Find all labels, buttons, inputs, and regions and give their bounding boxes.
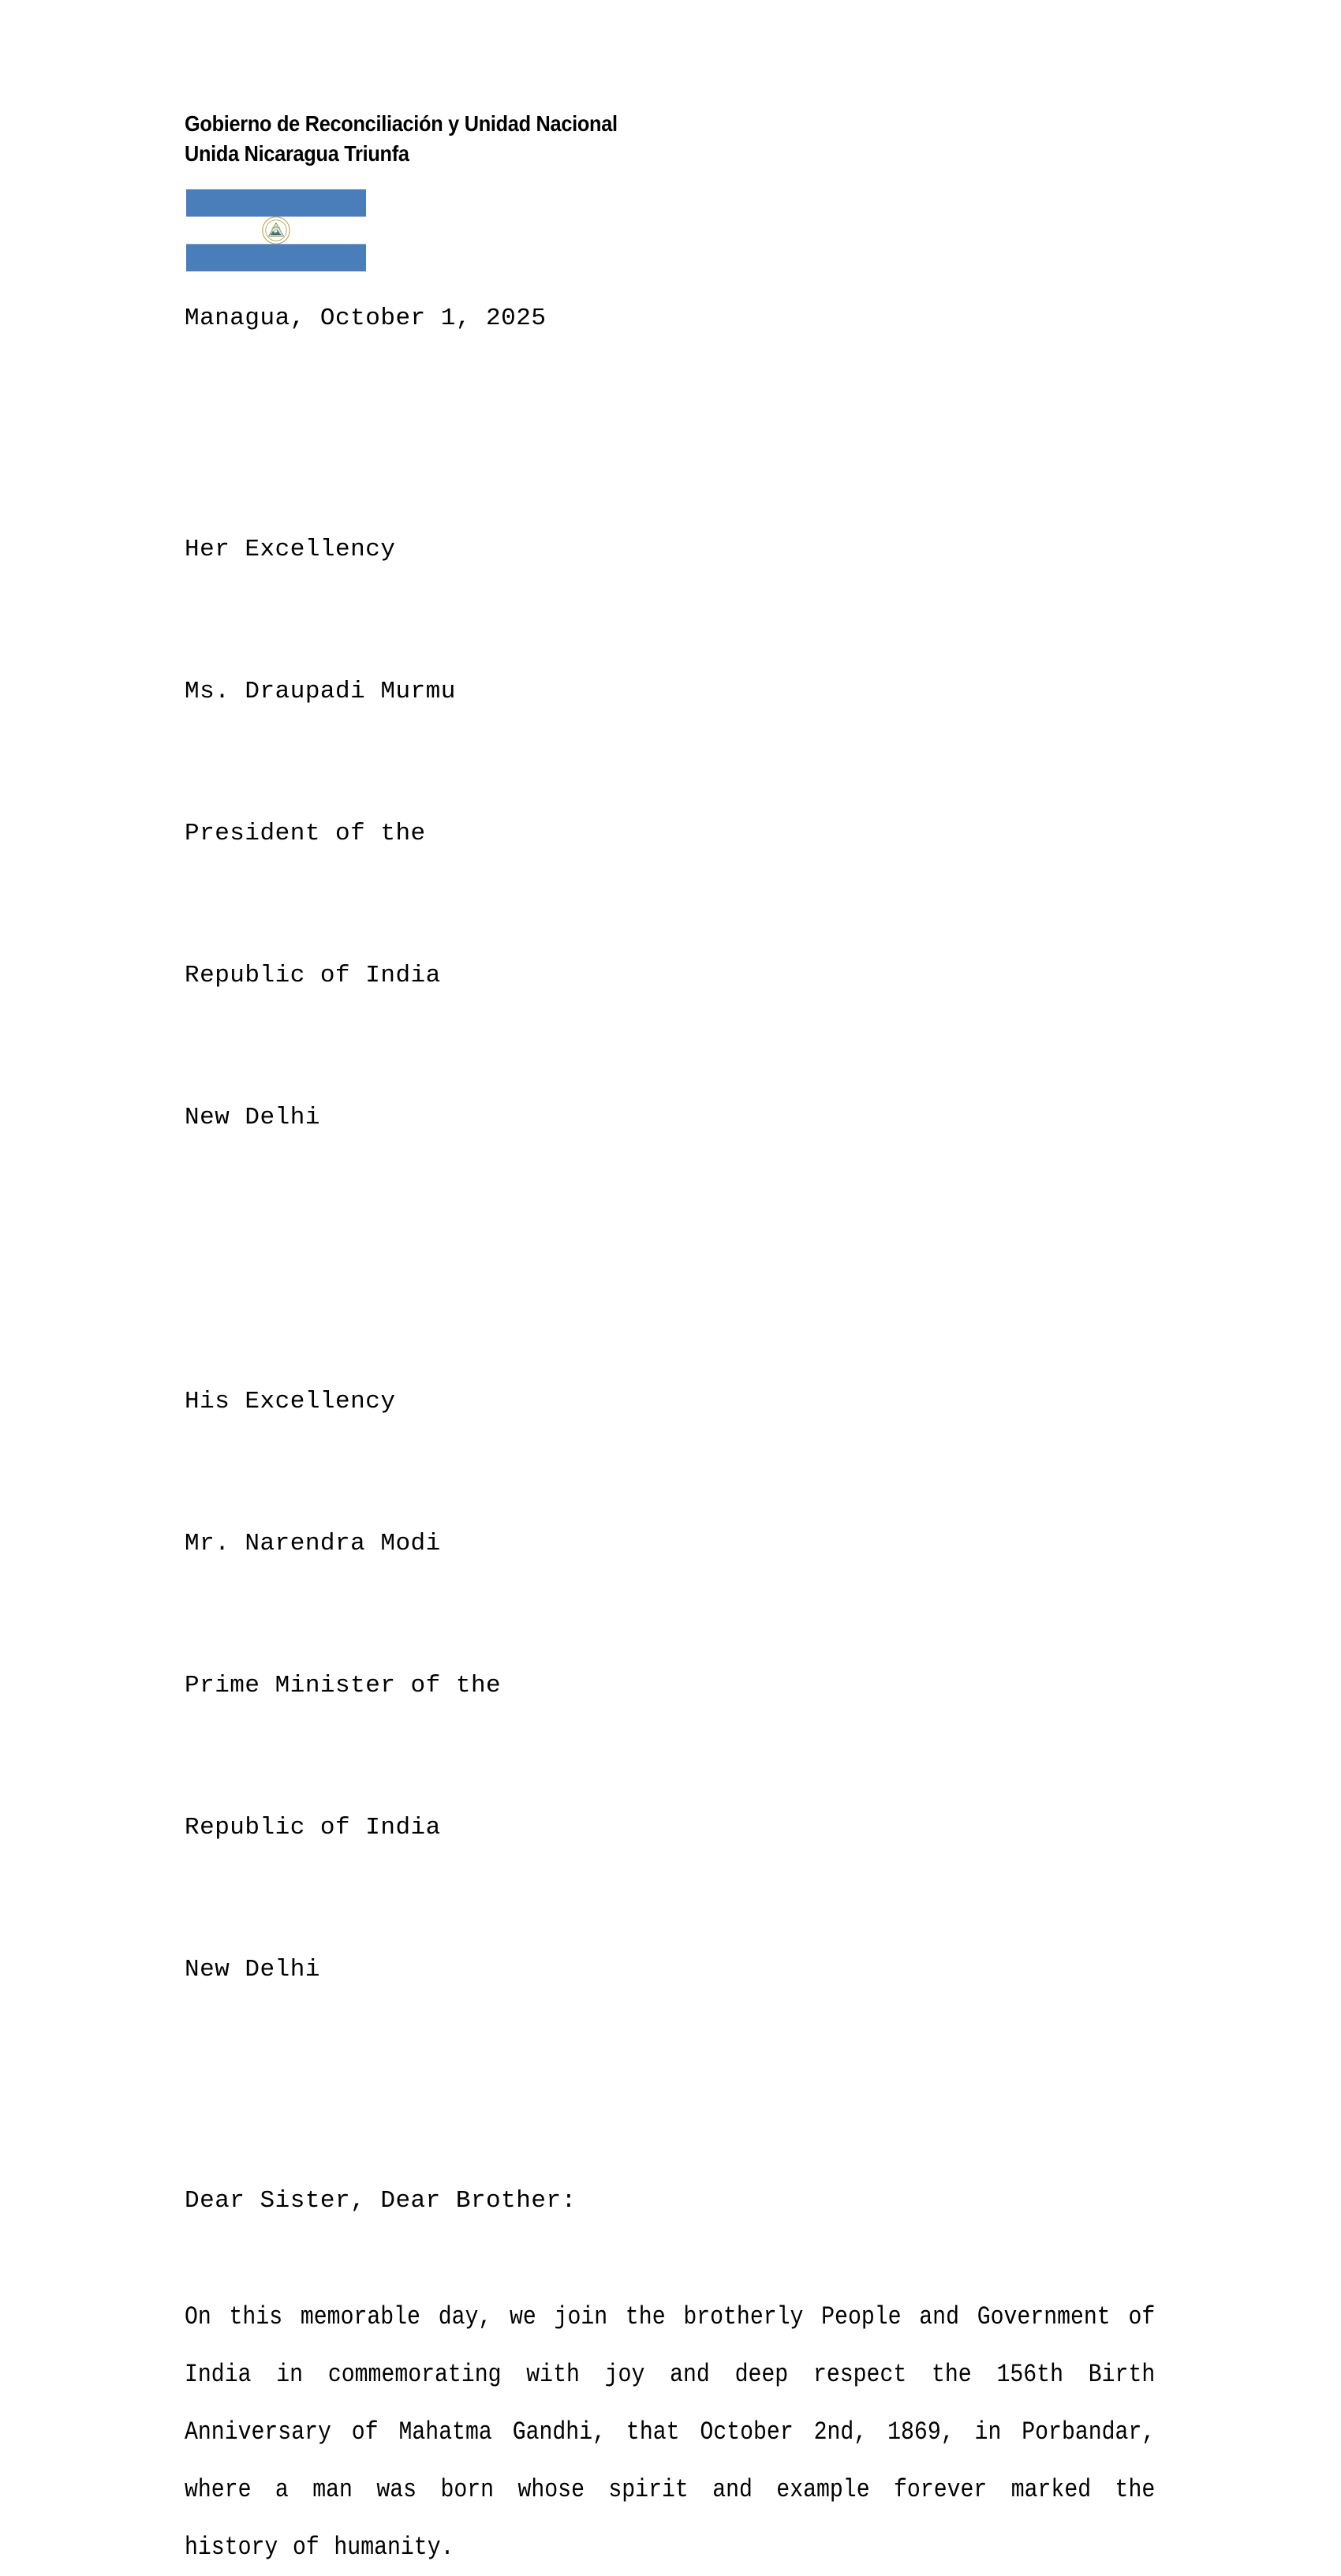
addressee-primary-title-line-2: Republic of India (185, 962, 441, 989)
letterhead-line-2: Unida Nicaragua Triunfa (185, 141, 409, 166)
salutation: Dear Sister, Dear Brother: (185, 2187, 577, 2215)
coat-of-arms-emblem (263, 217, 289, 244)
letterhead (185, 0, 1156, 169)
body-paragraph: On this memorable day, we join the brotherly People and Government of India in commemorating with joy and deep respect the 156th Birth Anniversary of Mahatma Gandhi, that October 2nd, 1869, in Porbandar, where a man was born whose spirit and example forever marked the history of humanity. (185, 2302, 1156, 2562)
addressee-secondary-title-line-2: Republic of India (185, 1814, 441, 1841)
flag-container (186, 189, 1156, 271)
addressee-primary-block (185, 432, 1156, 1236)
letter-content (185, 0, 1156, 2576)
addressee-secondary-honorific: His Excellency (185, 1388, 396, 1415)
nicaragua-flag-icon (186, 189, 366, 271)
addressee-primary-city: New Delhi (185, 1104, 320, 1131)
addressee-primary-title-line-1: President of the (185, 820, 426, 847)
addressee-secondary-title-line-1: Prime Minister of the (185, 1672, 502, 1699)
addressee-secondary-name: Mr. Narendra Modi (185, 1530, 441, 1557)
letterhead-line-1: Gobierno de Reconciliación y Unidad Nacional (185, 111, 618, 136)
addressee-secondary-city: New Delhi (185, 1956, 320, 1983)
dateline: Managua, October 1, 2025 (185, 305, 547, 332)
addressee-primary-honorific: Her Excellency (185, 536, 396, 563)
addressee-secondary-block (185, 1284, 1156, 2088)
addressee-primary-name: Ms. Draupadi Murmu (185, 678, 456, 705)
